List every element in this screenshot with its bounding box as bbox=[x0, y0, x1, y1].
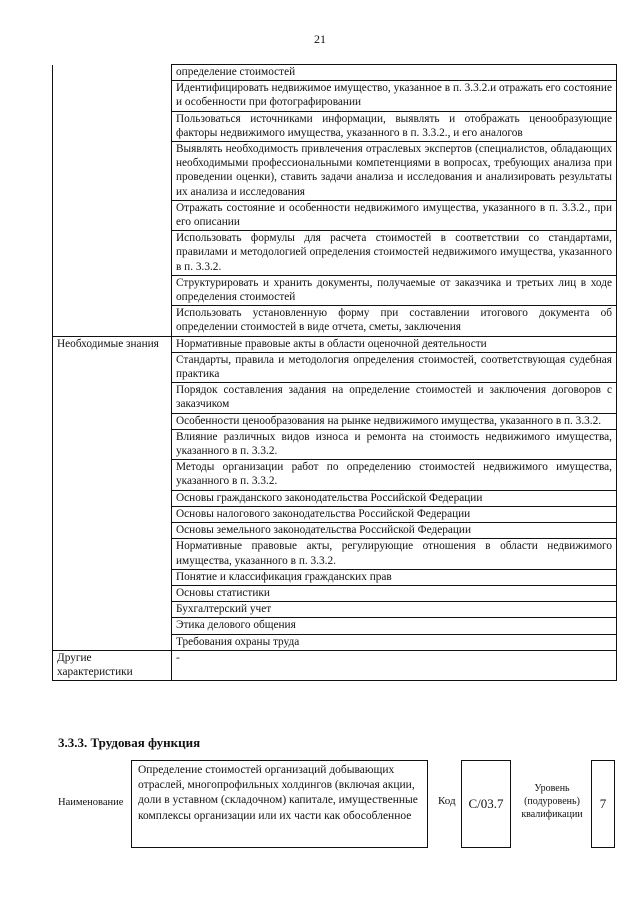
table-row bbox=[53, 569, 617, 585]
row-text: Выявлять необходимость привлечения отраслевых экспертов (специалистов, обладающих необходимыми профессиональными компетенциями в вопросах, требующих анализа при проведении оценки), ставить задачи анализа и исследования и анализировать результаты их анализа и исследования bbox=[176, 143, 612, 198]
table-row bbox=[53, 383, 617, 413]
table-row bbox=[53, 650, 617, 680]
row-text-cell bbox=[172, 231, 617, 276]
name-label: Наименование bbox=[58, 797, 124, 808]
code-box bbox=[461, 760, 511, 848]
section-title: 3.3.3. Трудовая функция bbox=[58, 735, 201, 750]
row-label-cell bbox=[53, 539, 172, 569]
code-value: С/03.7 bbox=[468, 796, 504, 811]
level-label: Уровень (подуровень) квалификации bbox=[521, 783, 583, 820]
row-label-cell bbox=[53, 506, 172, 522]
function-name-box bbox=[131, 760, 428, 848]
table-row bbox=[53, 539, 617, 569]
table-row bbox=[53, 81, 617, 111]
row-text: Бухгалтерский учет bbox=[176, 603, 272, 616]
row-label-cell bbox=[53, 111, 172, 141]
level-box bbox=[591, 760, 615, 848]
row-label-cell bbox=[53, 336, 172, 352]
row-text-cell bbox=[172, 602, 617, 618]
row-text: Нормативные правовые акты, регулирующие отношения в области недвижимого имущества, указанного в п. 3.3.2. bbox=[176, 540, 612, 567]
page-number: 21 bbox=[314, 32, 326, 46]
row-label-cell bbox=[53, 352, 172, 382]
table-row bbox=[53, 111, 617, 141]
row-label: Необходимые знания bbox=[57, 337, 159, 350]
row-text: Отражать состояние и особенности недвижимого имущества, указанного в п. 3.3.2., при его описании bbox=[176, 201, 612, 229]
row-text-cell bbox=[172, 111, 617, 141]
row-text: Идентифицировать недвижимое имущество, указанное в п. 3.3.2.и отражать его состояние и особенности при фотографировании bbox=[176, 82, 612, 109]
row-label-cell bbox=[53, 231, 172, 276]
table-row bbox=[53, 352, 617, 382]
table-row bbox=[53, 231, 617, 276]
row-label-cell bbox=[53, 490, 172, 506]
row-text-cell bbox=[172, 650, 617, 680]
row-text: Нормативные правовые акты в области оценочной деятельности bbox=[176, 337, 487, 350]
row-label-cell bbox=[53, 142, 172, 201]
row-text: Пользоваться источниками информации, выявлять и отображать ценообразующие факторы недвижимого имущества, указанного в п. 3.3.2., и его аналогов bbox=[176, 112, 612, 139]
table-row bbox=[53, 275, 617, 305]
table-row bbox=[53, 506, 617, 522]
row-label-cell bbox=[53, 275, 172, 305]
row-label-cell bbox=[53, 523, 172, 539]
row-text-cell bbox=[172, 336, 617, 352]
row-label-cell bbox=[53, 429, 172, 459]
row-text: Структурировать и хранить документы, получаемые от заказчика и третьих лиц в ходе определения стоимостей bbox=[176, 276, 612, 304]
table-row bbox=[53, 460, 617, 490]
skills-table bbox=[52, 64, 617, 681]
row-text: Особенности ценообразования на рынке недвижимого имущества, указанного в п. 3.3.2. bbox=[176, 414, 602, 427]
level-value: 7 bbox=[599, 796, 607, 811]
row-text: Основы статистики bbox=[176, 586, 270, 599]
table-row bbox=[53, 523, 617, 539]
row-label: Другие характеристики bbox=[57, 651, 133, 678]
table-row bbox=[53, 602, 617, 618]
table-row bbox=[53, 618, 617, 634]
row-text-cell bbox=[172, 634, 617, 650]
row-text: Основы налогового законодательства Российской Федерации bbox=[176, 507, 471, 520]
row-text: - bbox=[176, 651, 180, 664]
row-label-cell bbox=[53, 65, 172, 81]
row-label-cell bbox=[53, 200, 172, 230]
row-text-cell bbox=[172, 352, 617, 382]
row-label-cell bbox=[53, 460, 172, 490]
row-text-cell bbox=[172, 275, 617, 305]
row-text-cell bbox=[172, 506, 617, 522]
table-row bbox=[53, 634, 617, 650]
row-text: Требования охраны труда bbox=[176, 635, 300, 648]
table-row bbox=[53, 336, 617, 352]
row-text: Порядок составления задания на определение стоимостей и заключения договоров с заказчиком bbox=[176, 384, 612, 411]
row-text: Методы организации работ по определению стоимостей недвижимого имущества, указанного в п. 3.3.2. bbox=[176, 461, 612, 488]
row-text: Понятие и классификация гражданских прав bbox=[176, 570, 392, 583]
row-text-cell bbox=[172, 65, 617, 81]
table-row bbox=[53, 490, 617, 506]
row-text-cell bbox=[172, 81, 617, 111]
row-text-cell bbox=[172, 460, 617, 490]
row-label-cell bbox=[53, 81, 172, 111]
row-label-cell bbox=[53, 634, 172, 650]
row-label-cell bbox=[53, 650, 172, 680]
table-row bbox=[53, 413, 617, 429]
row-text-cell bbox=[172, 413, 617, 429]
row-text: Этика делового общения bbox=[176, 619, 296, 632]
row-text: Основы земельного законодательства Российской Федерации bbox=[176, 524, 472, 537]
row-text-cell bbox=[172, 585, 617, 601]
row-label-cell bbox=[53, 569, 172, 585]
function-name-value: Определение стоимостей организаций добывающих отраслей, многопрофильных холдингов (включая акции, доли в уставном (складочном) капитале, имущественные комплексы организации или их части как обособленное bbox=[138, 764, 418, 822]
row-text: Основы гражданского законодательства Российской Федерации bbox=[176, 491, 483, 504]
row-text: Использовать формулы для расчета стоимостей в соответствии со стандартами, правилами и методологией определения стоимостей недвижимого имущества, указанного в п. 3.3.2. bbox=[176, 232, 612, 273]
row-label-cell bbox=[53, 618, 172, 634]
row-text-cell bbox=[172, 490, 617, 506]
row-label-cell bbox=[53, 306, 172, 336]
table-row bbox=[53, 429, 617, 459]
row-text-cell bbox=[172, 523, 617, 539]
row-text-cell bbox=[172, 429, 617, 459]
row-text-cell bbox=[172, 200, 617, 230]
row-text: определение стоимостей bbox=[176, 66, 296, 78]
row-text: Стандарты, правила и методология определения стоимостей, соответствующая судебная практика bbox=[176, 353, 612, 381]
row-text: Использовать установленную форму при составлении итогового документа об определении стоимостей в виде отчета, сметы, заключения bbox=[176, 307, 612, 334]
row-text-cell bbox=[172, 618, 617, 634]
row-text: Влияние различных видов износа и ремонта на стоимость недвижимого имущества, указанного в п. 3.3.2. bbox=[176, 430, 612, 458]
code-label: Код bbox=[438, 795, 456, 807]
table-row bbox=[53, 306, 617, 336]
row-label-cell bbox=[53, 585, 172, 601]
row-text-cell bbox=[172, 383, 617, 413]
row-label-cell bbox=[53, 602, 172, 618]
row-text-cell bbox=[172, 569, 617, 585]
row-text-cell bbox=[172, 539, 617, 569]
row-label-cell bbox=[53, 383, 172, 413]
row-text-cell bbox=[172, 142, 617, 201]
table-row bbox=[53, 585, 617, 601]
table-row bbox=[53, 200, 617, 230]
table-row bbox=[53, 65, 617, 81]
table-row bbox=[53, 142, 617, 201]
row-text-cell bbox=[172, 306, 617, 336]
row-label-cell bbox=[53, 413, 172, 429]
